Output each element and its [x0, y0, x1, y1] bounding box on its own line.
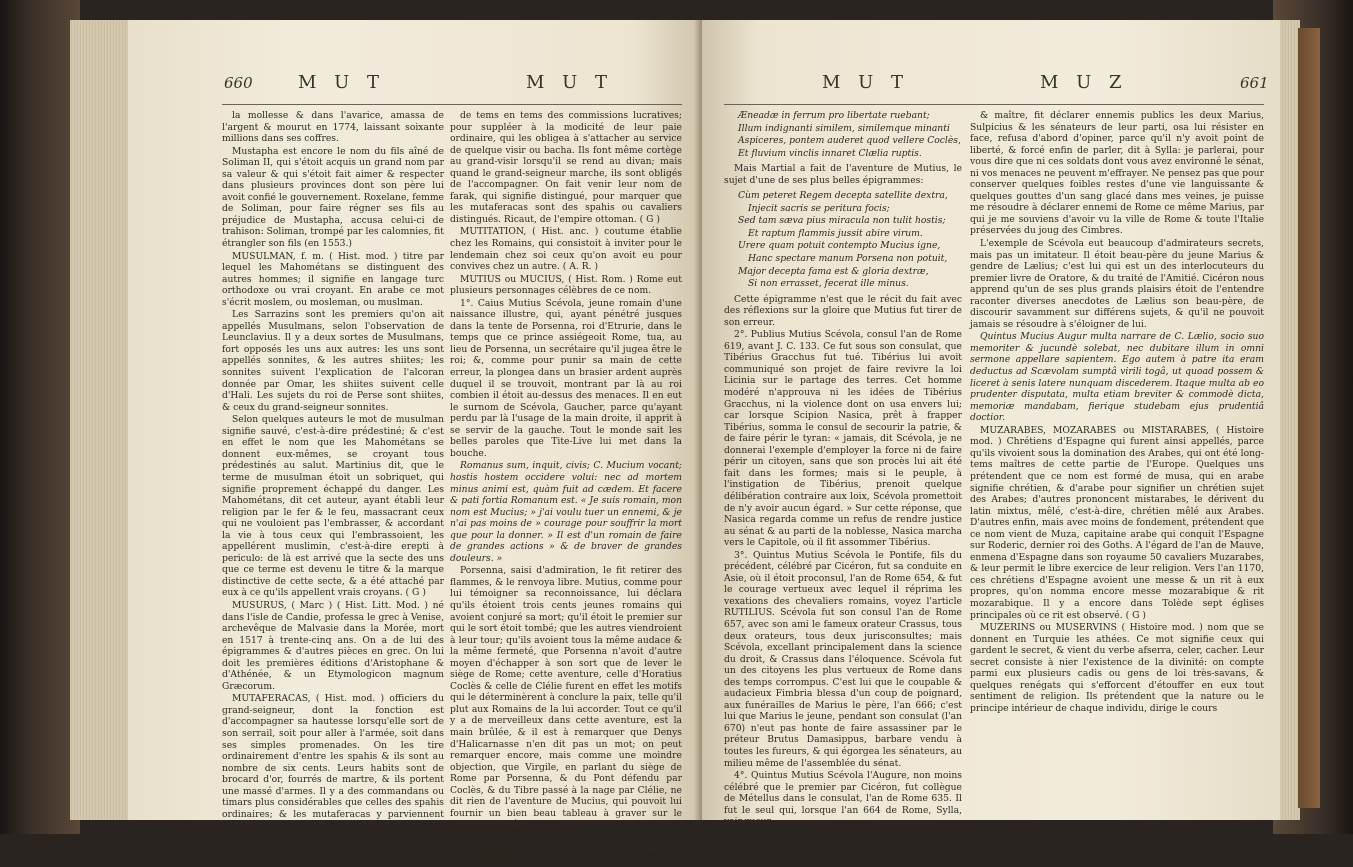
left-page-number: 660 — [224, 74, 253, 92]
paragraph: Mais Martial a fait de l'aventure de Mutius, le sujet d'une de ses plus belles épigrammes: — [724, 163, 962, 186]
quotation: Quintus Mucius Augur multa narrare de C. Lælio, socio suo memoriter & jucundè solebat, nec dubitare illum in omni sermone appellare sapientem. Ego autem à patre ita eram deductus ad Scævolam sumptâ virili togâ, ut quoad possem & liceret à senis latere nunquam discederem. Itaque multa ab eo prudenter disputata, multa etiam breviter & commodè dicta, memoriæ mandabam, fierique studebam ejus prudentiâ doctior. — [970, 331, 1264, 424]
paragraph: Les Sarrazins sont les premiers qu'on ait appellés Musulmans, selon l'observation de Leunclavius. Il y a deux sortes de Musulmans, fort opposés les uns aux autres: les uns sont appellés sonnites, & les autres shiites; les sonnites suivent l'explication de l'alcoran donnée par Omar, les shiites suivent celle d'Hali. Les sujets du roi de Perse sont shiites, & ceux du grand-seigneur sonnites. — [222, 309, 444, 413]
right-page-number: 661 — [1240, 74, 1269, 92]
paragraph: L'exemple de Scévola eut beaucoup d'admirateurs secrets, mais pas un imitateur. Il étoit beau-père du jeune Marius & gendre de Lælius; c'est lui qui est un des interlocuteurs du premier livre de Oratore, & du traité de l'Amitié. Cicéron nous apprend qu'un de ses plus grands plaisirs étoit de l'entendre raconter diverses anecdotes de Lælius son beau-père, de discourir savamment sur différens sujets, & qu'il ne pouvoit jamais se résoudre à s'éloigner de lui. — [970, 238, 1264, 330]
paragraph: MUTIUS ou MUCIUS, ( Hist. Rom. ) Rome eut plusieurs personnages célèbres de ce nom. — [450, 273, 682, 297]
quotation: Romanus sum, inquit, civis; C. Mucium vocant; hostis hostem occidere volui: nec ad mortem minus animi est, quàm fuit ad cædem. Et facere & pati fortia Romanum est. « Je suis romain, mon nom est Mucius; » j'ai voulu tuer un ennemi, & je n'ai pas moins de » courage pour souffrir la mort que pour la donner. » Il est d'un romain de faire de grandes actions » & de braver de grandes douleurs. » — [450, 460, 682, 564]
book-cover-left — [0, 0, 80, 834]
paragraph: 4°. Quintus Mutius Scévola l'Augure, non moins célébré que le premier par Cicéron, fut collègue de Métellus dans le consulat, l'an de Rome 635. Il fut le seul qui, lorsque l'an 664 de Rome, Sylla, vainqueur — [724, 770, 962, 828]
left-page — [128, 20, 702, 866]
verse-line: Aspiceres, pontem auderet quod vellere Coclès, — [738, 135, 961, 147]
paragraph: Cette épigramme n'est que le récit du fait avec des réflexions sur la gloire que Mutius fut tirer de son erreur. — [724, 293, 962, 328]
verse-line: Injecit sacris se peritura focis; — [748, 202, 890, 214]
right-column-1 — [724, 110, 962, 830]
verse-line: Sed tam sæva pius miracula non tulit hostis; — [738, 215, 946, 227]
right-running-head-1: M U T — [822, 72, 910, 93]
paragraph: de tems en tems des commissions lucratives; pour suppléer à la modicité de leur paie ordinaire, qui les obligea à s'attacher au service de quelque visir ou bacha. Ils font même cortège au grand-visir lorsqu'il se rend au divan; mais quand le grand-seigneur marche, ils sont obligés de l'accompagner. On fait venir leur nom de farak, qui signifie distingué, pour marquer que les mutaferacas sont des spahis ou cavaliers distingués. Ricaut, de l'empire ottoman. ( G ) — [450, 110, 682, 225]
left-running-head-1: M U T — [298, 72, 386, 93]
left-column-2 — [450, 110, 682, 866]
right-head-rule — [724, 104, 1264, 105]
verse-line: Si non errasset, fecerat ille minus. — [748, 278, 909, 290]
verse-line: Illum indignanti similem, similemque minanti — [738, 122, 950, 134]
verse-line: Æneadæ in ferrum pro libertate ruebant; — [738, 110, 930, 121]
verse-line: Urere quam potuit contempto Mucius igne, — [738, 240, 941, 252]
left-head-rule — [222, 104, 682, 105]
leather-cover-right — [1298, 28, 1320, 808]
verse-line: Et raptum flammis jussit abire virum. — [748, 227, 923, 239]
verse-line: Et fluvium vinclis innaret Clælia ruptis. — [738, 147, 922, 159]
paragraph: Porsenna, saisi d'admiration, le fit retirer des flammes, & le renvoya libre. Mutius, comme pour lui témoigner sa reconnoissance, lui déclara qu'ils étoient trois cents jeunes romains qui avoient conjuré sa mort; qu'il étoit le premier sur qui le sort étoit tombé; que les autres viendroient à leur tour; qu'ils avoient tous la même audace & la même fermeté, que Porsenna n'avoit d'autre moyen d'échapper à son sort que de lever le siège de Rome; cette aventure, celle d'Horatius Coclès & celle de Clélie furent en effet les motifs qui le déterminèrent à conclure la paix, telle qu'il plut aux Romains de la lui accorder. Tout ce qu'il y a de merveilleux dans cette aventure, est la main brûlée, & il est à remarquer que Denys d'Halicarnasse n'en dit pas un mot; on peut remarquer encore, mais comme une moindre objection, que Virgile, en parlant du siège de Rome par Porsenna, & du Pont défendu par Coclès, & du Tibre passé à la nage par Clélie, ne dit rien de l'aventure de Mucius, qui pouvoit lui fournir un bien beau tableau à graver sur le bouclier d'Enée: — [450, 565, 682, 831]
paragraph: Selon quelques auteurs le mot de musulman signifie sauvé, c'est-à-dire prédestiné; & c'est en effet le nom que les Mahométans se donnent eux-mêmes, se croyant tous prédestinés au salut. Martinius dit, que le terme de musulman étoit un sobriquet, qui signifie proprement échappé du danger. Les Mahométans, dit cet auteur, ayant établi leur religion par le fer & le feu, massacrant ceux qui ne vouloient pas l'embrasser, & accordant la vie à tous ceux qui l'embrassoient, les appellérent muslimin, c'est-à-dire erepti à periculo: de là est arrivé que la secte des uns que ce terme est devenu le titre & la marque distinctive de cette secte, & a été attaché par eux à ce qu'ils appellent vrais croyans. ( G ) — [222, 414, 444, 599]
left-column-1 — [222, 110, 444, 830]
right-column-2 — [970, 110, 1264, 830]
epigram — [724, 190, 962, 289]
left-running-head-2: M U T — [526, 72, 614, 93]
verse-line: Major decepta fama est & gloria dextræ, — [738, 265, 929, 277]
right-running-head-2: M U Z — [1040, 72, 1128, 93]
paragraph: Mustapha est encore le nom du fils aîné de Soliman II, qui s'étoit acquis un grand nom par sa valeur & qui s'étoit fait aimer & respecter dans plusieurs provinces dont son père lui avoit confié le gouvernement. Roxelane, femme de Soliman, pour faire régner ses fils au préjudice de Mustapha, accusa celui-ci de trahison: Soliman, trompé par les calomnies, fit étrangler son fils (en 1553.) — [222, 145, 444, 250]
paragraph: MUSULMAN, f. m. ( Hist. mod. ) titre par lequel les Mahométans se distinguent des autres hommes; il signifie en langage turc orthodoxe ou vrai croyant. En arabe ce mot s'écrit moslem, ou mosleman, ou muslman. — [222, 250, 444, 308]
verse-line: Cùm peteret Regem decepta satellite dextra, — [738, 190, 948, 202]
page-edges-right — [1278, 20, 1300, 820]
paragraph: & maître, fit déclarer ennemis publics les deux Marius, Sulpicius & les sénateurs de leur parti, osa lui résister en face, refusa d'abord d'opiner, parce qu'il n'y avoit point de liberté, & forcé enfin de parler, dit à Sylla: je parlerai, pour vous dire que ni ces soldats dont vous avez environné le sénat, ni vos menaces ne peuvent m'effrayer. Ne pensez pas que pour conserver quelques foibles restes d'une vie languissante & quelques gouttes d'un sang glacé dans mes veines, je puisse me résoudre à déclarer ennemi de Rome ce même Marius, par qui je me souviens d'avoir vu la ville de Rome & toute l'Italie préservées du joug des Cimbres. — [970, 110, 1264, 237]
paragraph: 3°. Quintus Mutius Scévola le Pontife, fils du précédent, célébré par Cicéron, fut sa conduite en Asie, où il étoit proconsul, l'an de Rome 654, & fut le courage vertueux avec lequel il réprima les vexations des chevaliers romains, voyez l'article RUTILIUS. Scévola fut son consul l'an de Rome 657, avec son ami le fameux orateur Crassus, tous deux orateurs, tous deux jurisconsultes; mais Scévola, excellant principalement dans la science du droit, & Crassus dans l'éloquence. Scévola fut un des citoyens les plus vertueux de Rome dans des temps corrompus. C'est lui que le coupable & audacieux Fimbria blessa d'un coup de poignard, aux funérailles de Marius le père, l'an 666; c'est lui que Marius le jeune, pendant son consulat (l'an 670) n'eut pas honte de faire assassiner par le préteur Brutus Damasippus, barbare vendu à toutes les fureurs, & qui égorgea les sénateurs, au milieu même de l'assemblée du sénat. — [724, 549, 962, 769]
paragraph: MUZARABES, MOZARABES ou MISTARABES, ( Histoire mod. ) Chrétiens d'Espagne qui furent ainsi appellés, parce qu'ils vivoient sous la domination des Arabes, qui ont été long-tems maîtres de cette partie de l'Europe. Quelques uns prétendent que ce nom est formé de musa, qui en arabe signifie chrétien, & d'arabe pour signifier un chrétien sujet des Arabes; d'autres prononcent mistarabes, le dérivent du latin mixtus, mêlé, c'est-à-dire, chrétien mêlé aux Arabes. D'autres enfin, mais avec moins de fondement, prétendent que ce nom vient de Muza, capitaine arabe qui conquit l'Espagne sur Roderic, dernier roi des Goths. A l'égard de l'an de Mauve, enmena d'Espagne dans son royaume 50 cavaliers Muzarabes, & leur permit le libre exercice de leur religion. Vers l'an 1170, ces chrétiens d'Espagne avoient une messe & un rit à eux propres, qu'on nomma encore messe mozarabique & rit mozarabique. Il y a encore dans Tolède sept églises principales où ce rit est observé. ( G ) — [970, 424, 1264, 621]
paragraph: 2°. Publius Mutius Scévola, consul l'an de Rome 619, avant J. C. 133. Ce fut sous son consulat, que Tibérius Gracchus fut tué. Tibérius lui avoit communiqué son projet de faire revivre la loi Licinia sur le partage des terres. Cet homme modéré n'approuva ni les idées de Tibérius Gracchus, ni la violence dont on usa envers lui; car lorsque Scipion Nasica, prêt à frapper Tibérius, somma le consul de secourir la patrie, & de faire périr le tyran: « jamais, dit Scévola, je ne donnerai l'exemple d'employer la force ni de faire périr un citoyen, sans que son procès lui ait été fait dans les formes; mais si le peuple, à l'instigation de Tibérius, prenoit quelque délibération contraire aux loix, Scévola promettoit de n'y avoir aucun égard. » Sur cette réponse, que Nasica regarda comme un refus de rendre justice au sénat & au parti de la noblesse, Nasica marcha vers le Capitole, où il fit assommer Tibérius. — [724, 329, 962, 549]
verse: Nec non Tarquinium ejectum Porsenna jubebat Accipere, ingentique urbem obsidione premebat, — [464, 831, 680, 866]
right-page — [702, 20, 1280, 828]
paragraph: MUTAFERACAS, ( Hist. mod. ) officiers du grand-seigneur, dont la fonction est d'accompagner sa hautesse lorsqu'elle sort de son serrail, soit pour aller à l'armée, soit dans ses simples promenades. On les tire ordinairement d'entre les spahis & ils sont au nombre de six cents. Leurs habits sont de brocard d'or, fourrés de martre, & ils portent une massé d'armes. Il y a des commandans ou timars plus considérables que celles des spahis ordinaires; & les mutaferacas y parviennent par droit d'ancienneté: on leur donne — [222, 693, 444, 832]
paragraph: MUTITATION, ( Hist. anc. ) coutume établie chez les Romains, qui consistoit à inviter pour le lendemain chez soi ceux qu'on avoit eu pour convives chez un autre. ( A. R. ) — [450, 226, 682, 273]
paragraph: MUSURUS, ( Marc ) ( Hist. Litt. Mod. ) né dans l'isle de Candie, professa le grec à Venise, archevêque de Malvasie dans la Morée, mort en 1517 à trente-cinq ans. On a de lui des épigrammes & d'autres pièces en grec. On lui doit les premières éditions d'Aristophane & d'Athénée, & un Etymologicon magnum Græcorum. — [222, 599, 444, 692]
paragraph: la mollesse & dans l'avarice, amassa de l'argent & mourut en 1774, laissant soixante millions dans ses coffres. — [222, 110, 444, 145]
paragraph: 1°. Caius Mutius Scévola, jeune romain d'une naissance illustre, qui, ayant pénétré jusques dans la tente de Porsenna, roi d'Etrurie, dans le temps que ce prince assiégeoit Rome, tua, au lieu de Porsenna, un secrétaire qu'il jugea être le roi; &, comme pour punir sa main de cette erreur, la plongea dans un brasier ardent auprès duquel il se trouvoit, montrant par là au roi combien il étoit au-dessus des menaces. Il en eut le surnom de Scévola, Gaucher, parce qu'ayant perdu par là l'usage de la main droite, il apprit à se servir de la gauche. Tout le monde sait les belles paroles que Tite-Live lui met dans la bouche. — [450, 297, 682, 459]
page-edges-left — [70, 20, 130, 820]
verse-line: Hanc spectare manum Porsena non potuit, — [748, 253, 948, 265]
paragraph: MUZERINS ou MUSERVINS ( Histoire mod. ) nom que se donnent en Turquie les athées. Ce mot signifie ceux qui gardent le secret, & vient du verbe afserra, celer, cacher. Leur secret consiste à nier l'existence de la divinité: on compte parmi eux plusieurs cadis ou gens de loi très-savans, & quelques renégats qui s'efforcent d'étouffer en eux tout sentiment de religion. Ils prétendent que la nature ou le principe intérieur de chaque individu, dirige le cours — [970, 622, 1264, 714]
